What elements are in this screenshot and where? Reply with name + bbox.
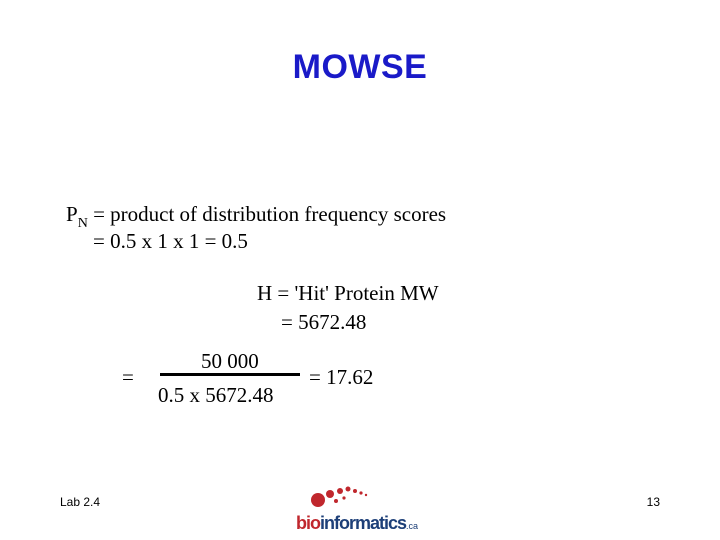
pn-subscript: N xyxy=(77,216,88,231)
fraction-denominator: 0.5 x 5672.48 xyxy=(158,383,274,407)
footer-lab-label: Lab 2.4 xyxy=(60,495,101,509)
equals-sign: = xyxy=(122,365,134,389)
pn-label: P xyxy=(66,202,78,226)
logo-wordmark xyxy=(296,513,418,534)
pn-value: = 0.5 x 1 x 1 = 0.5 xyxy=(93,229,248,253)
logo-informatics: informatics xyxy=(320,513,407,533)
fraction-result: = 17.62 xyxy=(309,365,374,389)
pn-definition-line xyxy=(66,202,447,231)
slide-title: MOWSE xyxy=(292,48,428,86)
h-value: = 5672.48 xyxy=(281,310,367,334)
bioinformatics-logo xyxy=(296,484,436,536)
logo-dots-icon xyxy=(296,484,396,514)
logo-ca: .ca xyxy=(406,521,419,531)
h-definition: H = 'Hit' Protein MW xyxy=(257,281,439,305)
logo-bio: bio xyxy=(296,513,320,533)
fraction-numerator: 50 000 xyxy=(201,349,259,373)
fraction-bar xyxy=(160,373,300,376)
page-number: 13 xyxy=(646,495,660,509)
pn-definition: = product of distribution frequency scores xyxy=(93,202,447,226)
